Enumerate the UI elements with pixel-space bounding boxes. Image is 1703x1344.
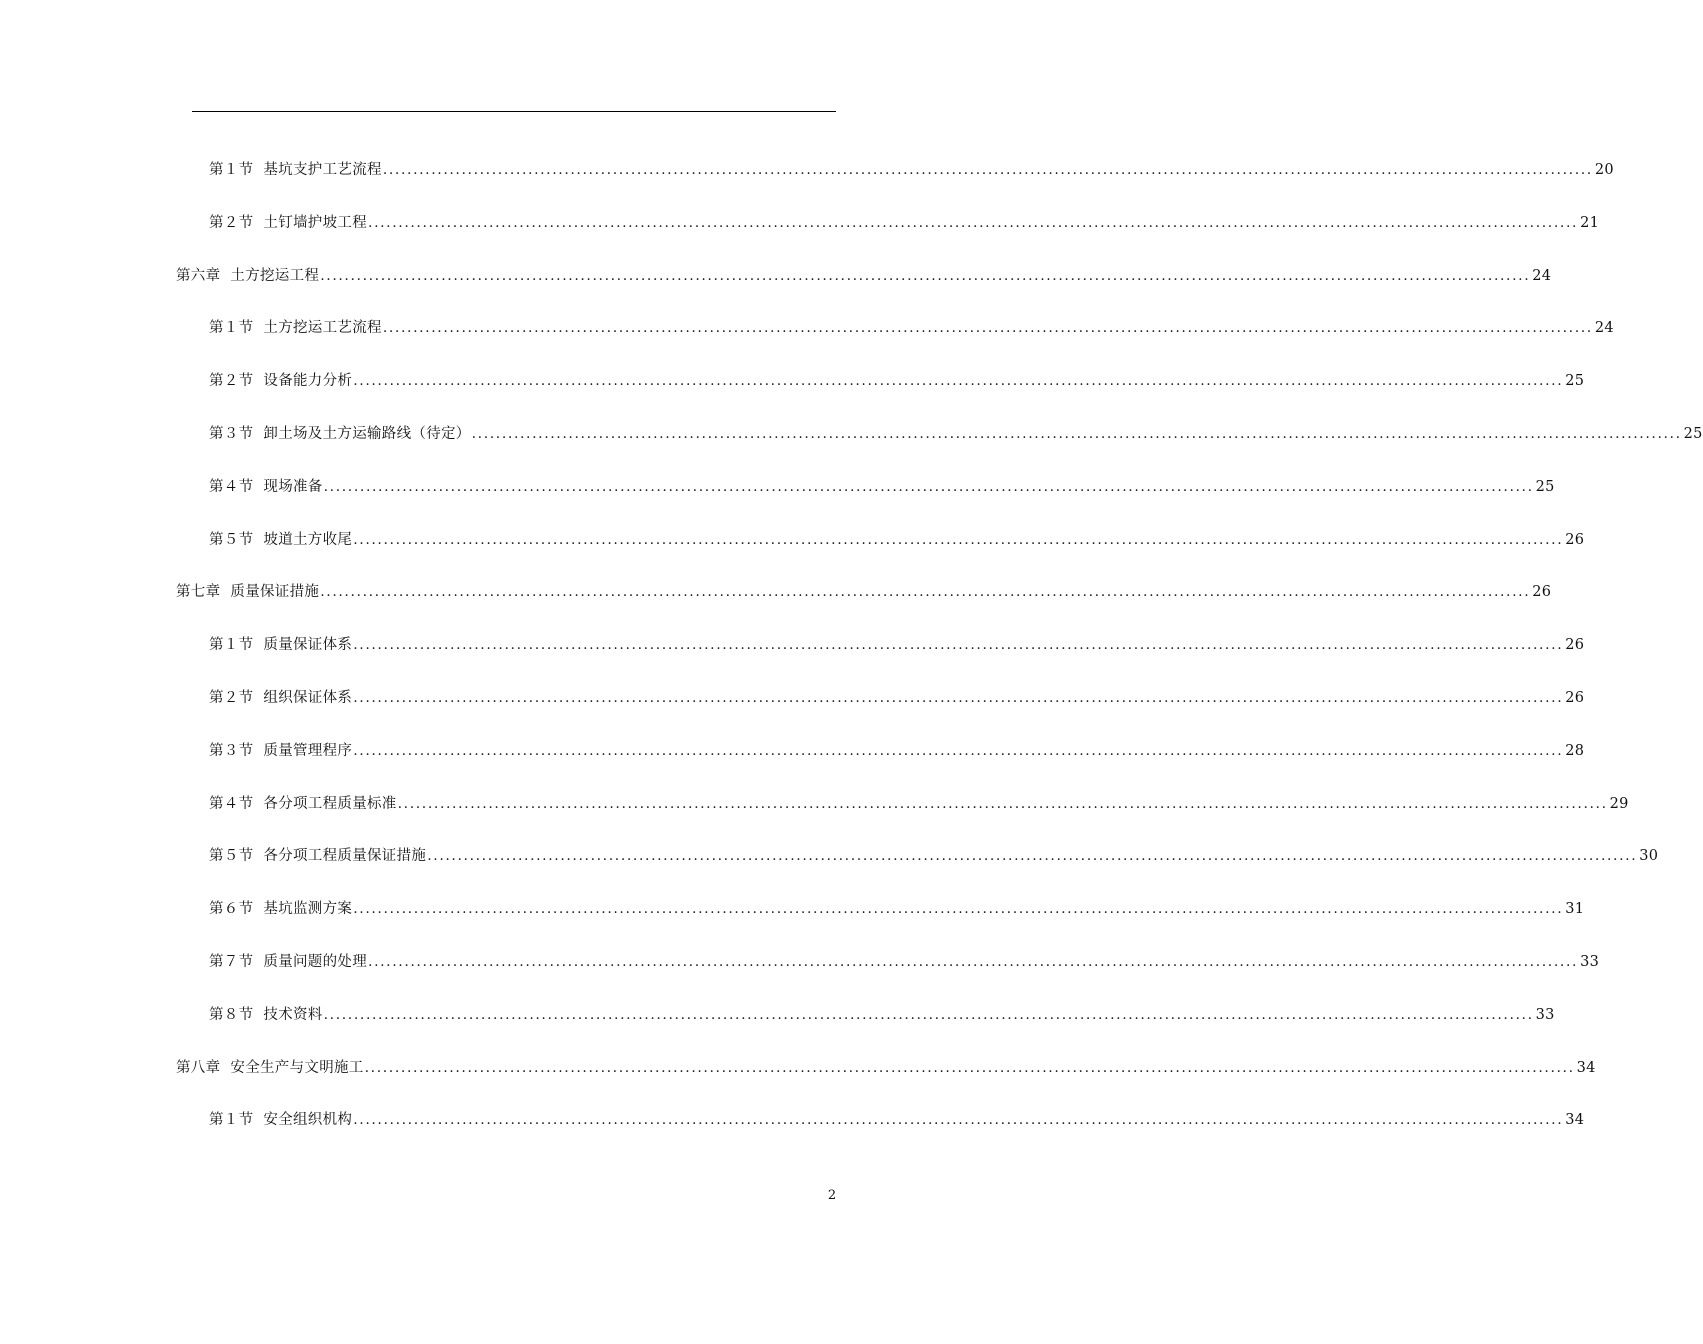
toc-entry-title: 土方挖运工程 (230, 268, 320, 284)
toc-entry-label (209, 159, 382, 181)
toc-entry-title: 安全组织机构 (263, 1112, 353, 1128)
toc-chapter-entry[interactable] (176, 581, 1552, 603)
toc-section-entry[interactable] (209, 687, 1585, 709)
toc-entry-title: 设备能力分析 (263, 373, 353, 389)
toc-dot-leader: ........................................................................................................................................................................................................ (353, 901, 1564, 917)
toc-entry-label (209, 476, 323, 498)
toc-entry-number: 第８节 (209, 1007, 254, 1023)
toc-entry-page: 24 (1594, 320, 1614, 336)
toc-section-entry[interactable] (209, 317, 1614, 339)
toc-entry-number: 第５节 (209, 532, 254, 548)
toc-entry-label (209, 1004, 323, 1026)
toc-entry-page: 26 (1532, 584, 1552, 600)
toc-entry-page: 26 (1565, 690, 1585, 706)
toc-section-entry[interactable] (209, 951, 1600, 973)
toc-entry-label (209, 370, 352, 392)
toc-entry-page: 33 (1580, 954, 1600, 970)
toc-entry-number: 第七章 (176, 584, 221, 600)
toc-section-entry[interactable] (209, 212, 1600, 234)
toc-dot-leader: ........................................................................................................................................................................................................ (471, 426, 1682, 442)
toc-entry-page: 34 (1565, 1112, 1585, 1128)
toc-entry-label (209, 634, 352, 656)
toc-entry-number: 第７节 (209, 954, 254, 970)
toc-section-entry[interactable] (209, 370, 1585, 392)
toc-entry-title: 各分项工程质量保证措施 (263, 848, 427, 864)
toc-entry-label (209, 951, 367, 973)
toc-entry-label (209, 212, 367, 234)
toc-entry-page: 25 (1565, 373, 1585, 389)
toc-dot-leader: ........................................................................................................................................................................................................ (368, 954, 1579, 970)
toc-chapter-entry[interactable] (176, 1057, 1596, 1079)
toc-entry-number: 第３节 (209, 426, 254, 442)
toc-chapter-entry[interactable] (176, 265, 1552, 287)
toc-entry-number: 第１节 (209, 162, 254, 178)
toc-entry-title: 卸土场及土方运输路线（待定） (263, 426, 471, 442)
toc-entry-number: 第２节 (209, 690, 254, 706)
toc-entry-label (209, 1109, 352, 1131)
toc-entry-number: 第１节 (209, 637, 254, 653)
toc-entry-number: 第３节 (209, 743, 254, 759)
toc-entry-number: 第４节 (209, 796, 254, 812)
toc-entry-page: 28 (1565, 743, 1585, 759)
toc-section-entry[interactable] (209, 159, 1614, 181)
toc-entry-title: 质量问题的处理 (263, 954, 368, 970)
toc-dot-leader: ........................................................................................................................................................................................................ (353, 373, 1564, 389)
toc-entry-title: 技术资料 (263, 1007, 323, 1023)
toc-entry-title: 各分项工程质量标准 (263, 796, 397, 812)
toc-section-entry[interactable] (209, 634, 1585, 656)
toc-dot-leader: ........................................................................................................................................................................................................ (320, 268, 1531, 284)
toc-dot-leader: ........................................................................................................................................................................................................ (353, 743, 1564, 759)
toc-entry-title: 组织保证体系 (263, 690, 353, 706)
toc-entry-number: 第六章 (176, 268, 221, 284)
toc-entry-page: 25 (1535, 479, 1555, 495)
toc-entry-page: 30 (1639, 848, 1659, 864)
toc-entry-page: 26 (1565, 532, 1585, 548)
toc-entry-title: 质量保证体系 (263, 637, 353, 653)
toc-entry-title: 土方挖运工艺流程 (263, 320, 382, 336)
toc-entry-title: 土钉墙护坡工程 (263, 215, 368, 231)
toc-section-entry[interactable] (209, 529, 1585, 551)
toc-entry-label (209, 317, 382, 339)
toc-entry-label (176, 265, 319, 287)
toc-dot-leader: ........................................................................................................................................................................................................ (368, 215, 1579, 231)
page-number: 2 (827, 1188, 837, 1203)
toc-entry-number: 第１节 (209, 1112, 254, 1128)
toc-entry-title: 基坑监测方案 (263, 901, 353, 917)
toc-entry-title: 质量保证措施 (230, 584, 320, 600)
toc-entry-number: 第６节 (209, 901, 254, 917)
toc-entry-title: 质量管理程序 (263, 743, 353, 759)
toc-entry-label (209, 529, 352, 551)
toc-entry-title: 坡道土方收尾 (263, 532, 353, 548)
toc-entry-label (209, 423, 471, 445)
toc-dot-leader: ........................................................................................................................................................................................................ (382, 320, 1593, 336)
toc-dot-leader: ........................................................................................................................................................................................................ (353, 1112, 1564, 1128)
toc-entry-number: 第１节 (209, 320, 254, 336)
toc-entry-page: 21 (1580, 215, 1600, 231)
toc-entry-page: 34 (1576, 1060, 1596, 1076)
toc-entry-number: 第４节 (209, 479, 254, 495)
toc-dot-leader: ........................................................................................................................................................................................................ (427, 848, 1638, 864)
toc-section-entry[interactable] (209, 793, 1629, 815)
toc-section-entry[interactable] (209, 845, 1659, 867)
toc-entry-page: 24 (1532, 268, 1552, 284)
toc-dot-leader: ........................................................................................................................................................................................................ (353, 690, 1564, 706)
toc-entry-label (209, 898, 352, 920)
toc-entry-page: 26 (1565, 637, 1585, 653)
toc-entry-title: 安全生产与文明施工 (230, 1060, 364, 1076)
toc-entry-label (209, 793, 397, 815)
toc-entry-page: 33 (1535, 1007, 1555, 1023)
toc-dot-leader: ........................................................................................................................................................................................................ (323, 1007, 1534, 1023)
toc-entry-number: 第５节 (209, 848, 254, 864)
toc-section-entry[interactable] (209, 1109, 1585, 1131)
toc-entry-number: 第八章 (176, 1060, 221, 1076)
toc-entry-number: 第２节 (209, 215, 254, 231)
header-rule (192, 111, 836, 112)
toc-entry-number: 第２节 (209, 373, 254, 389)
toc-entry-label (176, 1057, 364, 1079)
toc-entry-title: 现场准备 (263, 479, 323, 495)
toc-section-entry[interactable] (209, 740, 1585, 762)
toc-section-entry[interactable] (209, 898, 1585, 920)
toc-entry-page: 25 (1683, 426, 1703, 442)
toc-entry-label (209, 740, 352, 762)
toc-entry-page: 20 (1594, 162, 1614, 178)
toc-dot-leader: ........................................................................................................................................................................................................ (353, 637, 1564, 653)
toc-dot-leader: ........................................................................................................................................................................................................ (353, 532, 1564, 548)
toc-dot-leader: ........................................................................................................................................................................................................ (397, 796, 1608, 812)
toc-entry-title: 基坑支护工艺流程 (263, 162, 382, 178)
toc-entry-label (209, 845, 426, 867)
toc-dot-leader: ........................................................................................................................................................................................................ (323, 479, 1534, 495)
toc-entry-label (176, 581, 319, 603)
toc-dot-leader: ........................................................................................................................................................................................................ (364, 1060, 1575, 1076)
toc-entry-label (209, 687, 352, 709)
toc-dot-leader: ........................................................................................................................................................................................................ (320, 584, 1531, 600)
toc-entry-page: 31 (1565, 901, 1585, 917)
toc-section-entry[interactable] (209, 1004, 1555, 1026)
toc-section-entry[interactable] (209, 476, 1555, 498)
toc-dot-leader: ........................................................................................................................................................................................................ (382, 162, 1593, 178)
toc-entry-page: 29 (1609, 796, 1629, 812)
toc-section-entry[interactable] (209, 423, 1703, 445)
